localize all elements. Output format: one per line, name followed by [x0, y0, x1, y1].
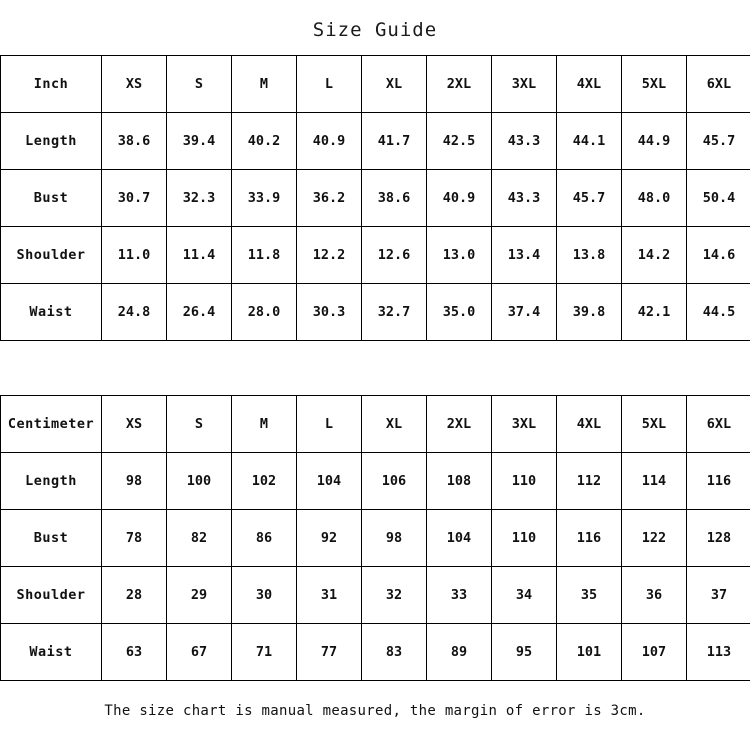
cell-bust-4xl: 45.7: [557, 170, 622, 227]
cell-waist-xs: 24.8: [102, 284, 167, 341]
row-label-shoulder: Shoulder: [1, 227, 102, 284]
cell-length-3xl: 43.3: [492, 113, 557, 170]
cell-waist-s: 67: [167, 624, 232, 681]
cell-shoulder-4xl: 35: [557, 567, 622, 624]
row-label-length: Length: [1, 113, 102, 170]
cell-shoulder-5xl: 36: [622, 567, 687, 624]
cell-shoulder-6xl: 37: [687, 567, 750, 624]
cell-shoulder-3xl: 34: [492, 567, 557, 624]
size-header-2xl: 2XL: [427, 56, 492, 113]
cell-length-6xl: 45.7: [687, 113, 750, 170]
cell-bust-xs: 78: [102, 510, 167, 567]
cell-shoulder-2xl: 33: [427, 567, 492, 624]
size-table-inch: [0, 55, 750, 341]
size-header-s: S: [167, 56, 232, 113]
cell-length-s: 39.4: [167, 113, 232, 170]
cell-length-3xl: 110: [492, 453, 557, 510]
size-table-centimeter: [0, 395, 750, 681]
cell-bust-xs: 30.7: [102, 170, 167, 227]
cell-length-5xl: 114: [622, 453, 687, 510]
cell-bust-2xl: 40.9: [427, 170, 492, 227]
table-header-row: [1, 396, 750, 453]
cell-shoulder-xl: 12.6: [362, 227, 427, 284]
cell-length-xs: 38.6: [102, 113, 167, 170]
page-title: Size Guide: [312, 19, 438, 41]
cell-waist-l: 30.3: [297, 284, 362, 341]
table-row: [1, 284, 750, 341]
size-header-m: M: [232, 56, 297, 113]
cell-bust-2xl: 104: [427, 510, 492, 567]
size-header-l: L: [297, 396, 362, 453]
cell-length-5xl: 44.9: [622, 113, 687, 170]
cell-shoulder-4xl: 13.8: [557, 227, 622, 284]
cell-waist-s: 26.4: [167, 284, 232, 341]
cell-bust-5xl: 48.0: [622, 170, 687, 227]
size-header-6xl: 6XL: [687, 56, 750, 113]
cell-waist-2xl: 35.0: [427, 284, 492, 341]
size-header-5xl: 5XL: [622, 56, 687, 113]
size-header-4xl: 4XL: [557, 396, 622, 453]
table-row: [1, 227, 750, 284]
table-row: [1, 453, 750, 510]
cell-waist-4xl: 39.8: [557, 284, 622, 341]
size-header-3xl: 3XL: [492, 56, 557, 113]
row-label-bust: Bust: [1, 510, 102, 567]
cell-bust-6xl: 50.4: [687, 170, 750, 227]
cell-shoulder-5xl: 14.2: [622, 227, 687, 284]
cell-bust-l: 36.2: [297, 170, 362, 227]
size-header-3xl: 3XL: [492, 396, 557, 453]
cell-waist-m: 71: [232, 624, 297, 681]
cell-length-4xl: 44.1: [557, 113, 622, 170]
cell-shoulder-2xl: 13.0: [427, 227, 492, 284]
cell-bust-m: 33.9: [232, 170, 297, 227]
row-label-shoulder: Shoulder: [1, 567, 102, 624]
table-row: [1, 624, 750, 681]
size-header-4xl: 4XL: [557, 56, 622, 113]
size-header-m: M: [232, 396, 297, 453]
cell-shoulder-s: 29: [167, 567, 232, 624]
size-header-xs: XS: [102, 56, 167, 113]
cell-shoulder-xs: 11.0: [102, 227, 167, 284]
cell-bust-3xl: 43.3: [492, 170, 557, 227]
cell-shoulder-s: 11.4: [167, 227, 232, 284]
cell-length-xs: 98: [102, 453, 167, 510]
row-label-waist: Waist: [1, 624, 102, 681]
cell-shoulder-m: 11.8: [232, 227, 297, 284]
cell-waist-6xl: 113: [687, 624, 750, 681]
size-header-l: L: [297, 56, 362, 113]
table-row: [1, 567, 750, 624]
cell-waist-m: 28.0: [232, 284, 297, 341]
size-header-xs: XS: [102, 396, 167, 453]
cell-length-6xl: 116: [687, 453, 750, 510]
size-header-xl: XL: [362, 396, 427, 453]
cell-length-xl: 106: [362, 453, 427, 510]
cell-waist-5xl: 107: [622, 624, 687, 681]
cell-bust-xl: 38.6: [362, 170, 427, 227]
cell-bust-6xl: 128: [687, 510, 750, 567]
table-row: [1, 170, 750, 227]
size-header-xl: XL: [362, 56, 427, 113]
row-label-waist: Waist: [1, 284, 102, 341]
table-separator: [0, 341, 750, 395]
cell-waist-4xl: 101: [557, 624, 622, 681]
cell-waist-2xl: 89: [427, 624, 492, 681]
cell-waist-3xl: 37.4: [492, 284, 557, 341]
cell-length-2xl: 42.5: [427, 113, 492, 170]
cell-shoulder-6xl: 14.6: [687, 227, 750, 284]
cell-bust-s: 82: [167, 510, 232, 567]
unit-label: Inch: [1, 56, 102, 113]
cell-waist-3xl: 95: [492, 624, 557, 681]
cell-shoulder-l: 12.2: [297, 227, 362, 284]
cell-bust-xl: 98: [362, 510, 427, 567]
cell-length-xl: 41.7: [362, 113, 427, 170]
cell-shoulder-3xl: 13.4: [492, 227, 557, 284]
cell-shoulder-m: 30: [232, 567, 297, 624]
cell-bust-s: 32.3: [167, 170, 232, 227]
cell-bust-m: 86: [232, 510, 297, 567]
row-label-bust: Bust: [1, 170, 102, 227]
cell-shoulder-l: 31: [297, 567, 362, 624]
cell-bust-5xl: 122: [622, 510, 687, 567]
cell-waist-xs: 63: [102, 624, 167, 681]
cell-waist-xl: 32.7: [362, 284, 427, 341]
size-header-6xl: 6XL: [687, 396, 750, 453]
cell-length-2xl: 108: [427, 453, 492, 510]
cell-shoulder-xl: 32: [362, 567, 427, 624]
cell-bust-4xl: 116: [557, 510, 622, 567]
cell-shoulder-xs: 28: [102, 567, 167, 624]
row-label-length: Length: [1, 453, 102, 510]
cell-length-s: 100: [167, 453, 232, 510]
size-header-2xl: 2XL: [427, 396, 492, 453]
cell-bust-l: 92: [297, 510, 362, 567]
table-row: [1, 510, 750, 567]
cell-length-m: 102: [232, 453, 297, 510]
table-header-row: [1, 56, 750, 113]
cell-bust-3xl: 110: [492, 510, 557, 567]
cell-length-m: 40.2: [232, 113, 297, 170]
cell-waist-xl: 83: [362, 624, 427, 681]
cell-waist-6xl: 44.5: [687, 284, 750, 341]
cell-length-4xl: 112: [557, 453, 622, 510]
cell-length-l: 104: [297, 453, 362, 510]
size-header-s: S: [167, 396, 232, 453]
size-header-5xl: 5XL: [622, 396, 687, 453]
cell-waist-5xl: 42.1: [622, 284, 687, 341]
cell-length-l: 40.9: [297, 113, 362, 170]
table-row: [1, 113, 750, 170]
measurement-disclaimer: The size chart is manual measured, the margin of error is 3cm.: [104, 703, 646, 719]
cell-waist-l: 77: [297, 624, 362, 681]
unit-label: Centimeter: [1, 396, 102, 453]
